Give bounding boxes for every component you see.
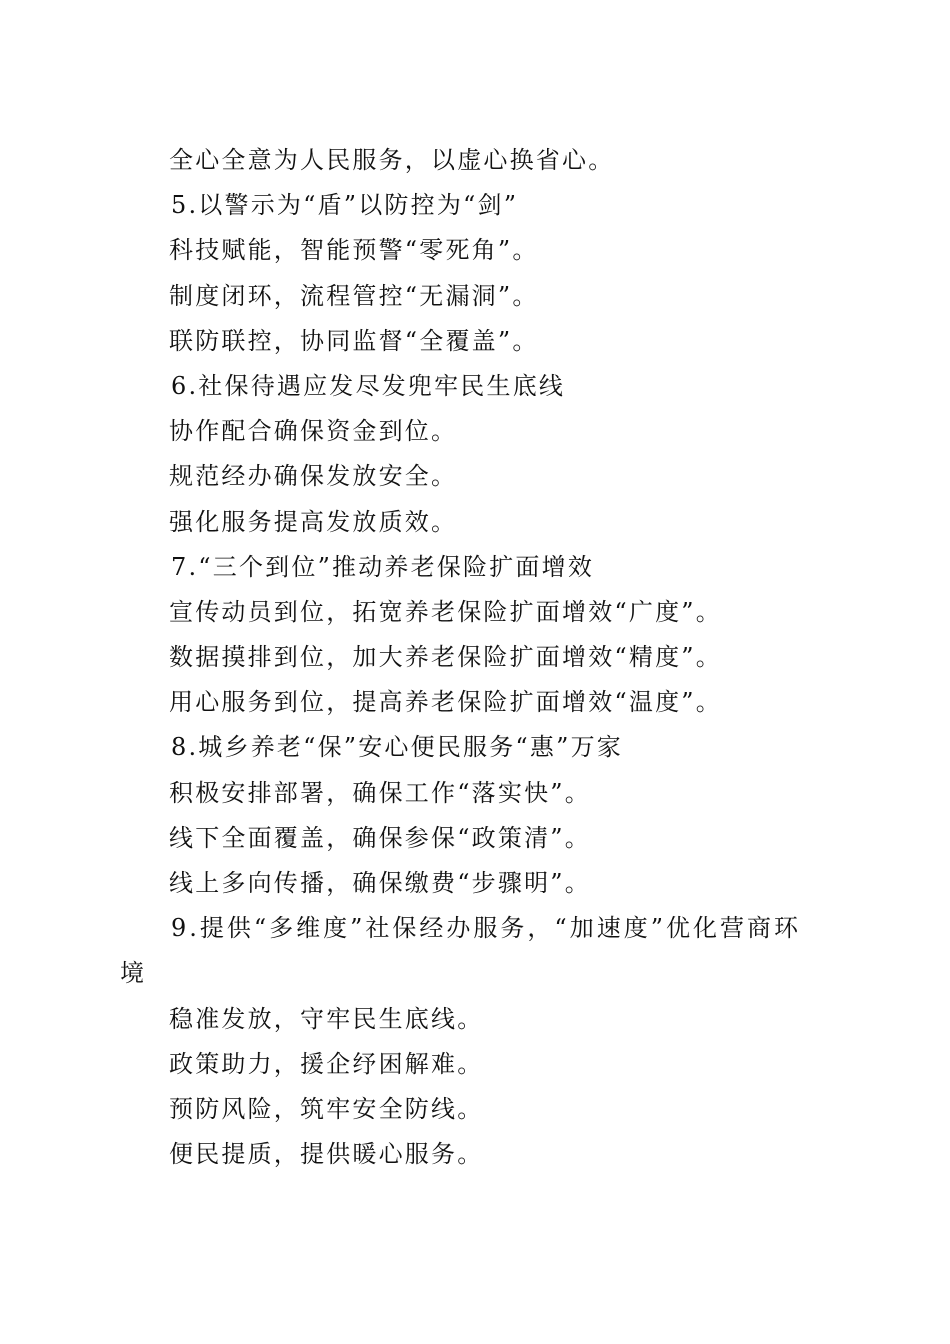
body-line: 政策助力，援企纾困解难。	[169, 1049, 484, 1078]
body-line: 线下全面覆盖，确保参保“政策清”。	[169, 823, 591, 852]
body-line: 联防联控，协同监督“全覆盖”。	[169, 326, 539, 355]
section-heading-9: 9.提供“多维度”社保经办服务，“加速度”优化营商环	[171, 914, 801, 943]
body-line: 科技赋能，智能预警“零死角”。	[169, 236, 539, 265]
body-line: 规范经办确保发放安全。	[169, 462, 458, 491]
body-line: 便民提质，提供暖心服务。	[169, 1140, 484, 1169]
body-line: 用心服务到位，提高养老保险扩面增效“温度”。	[169, 688, 722, 717]
document-body	[120, 138, 840, 1177]
body-line: 预防风险，筑牢安全防线。	[169, 1094, 484, 1123]
body-line: 数据摸排到位，加大养老保险扩面增效“精度”。	[169, 643, 722, 672]
body-line: 宣传动员到位，拓宽养老保险扩面增效“广度”。	[169, 597, 722, 626]
section-heading-5: 5.以警示为“盾”以防控为“剑”	[171, 191, 519, 220]
body-line: 协作配合确保资金到位。	[169, 417, 458, 446]
body-line: 稳准发放，守牢民生底线。	[169, 1004, 484, 1033]
body-line: 全心全意为人民服务，以虚心换省心。	[169, 146, 615, 174]
body-line: 线上多向传播，确保缴费“步骤明”。	[169, 869, 591, 897]
body-line: 强化服务提高发放质效。	[169, 507, 458, 536]
body-line: 制度闭环，流程管控“无漏洞”。	[169, 281, 539, 310]
section-heading-7: 7.“三个到位”推动养老保险扩面增效	[171, 552, 595, 581]
body-line: 积极安排部署，确保工作“落实快”。	[169, 778, 591, 807]
section-heading-6: 6.社保待遇应发尽发兜牢民生底线	[171, 371, 566, 400]
section-heading-8: 8.城乡养老“保”安心便民服务“惠”万家	[171, 733, 623, 762]
section-heading-9-continued: 境	[120, 959, 147, 988]
